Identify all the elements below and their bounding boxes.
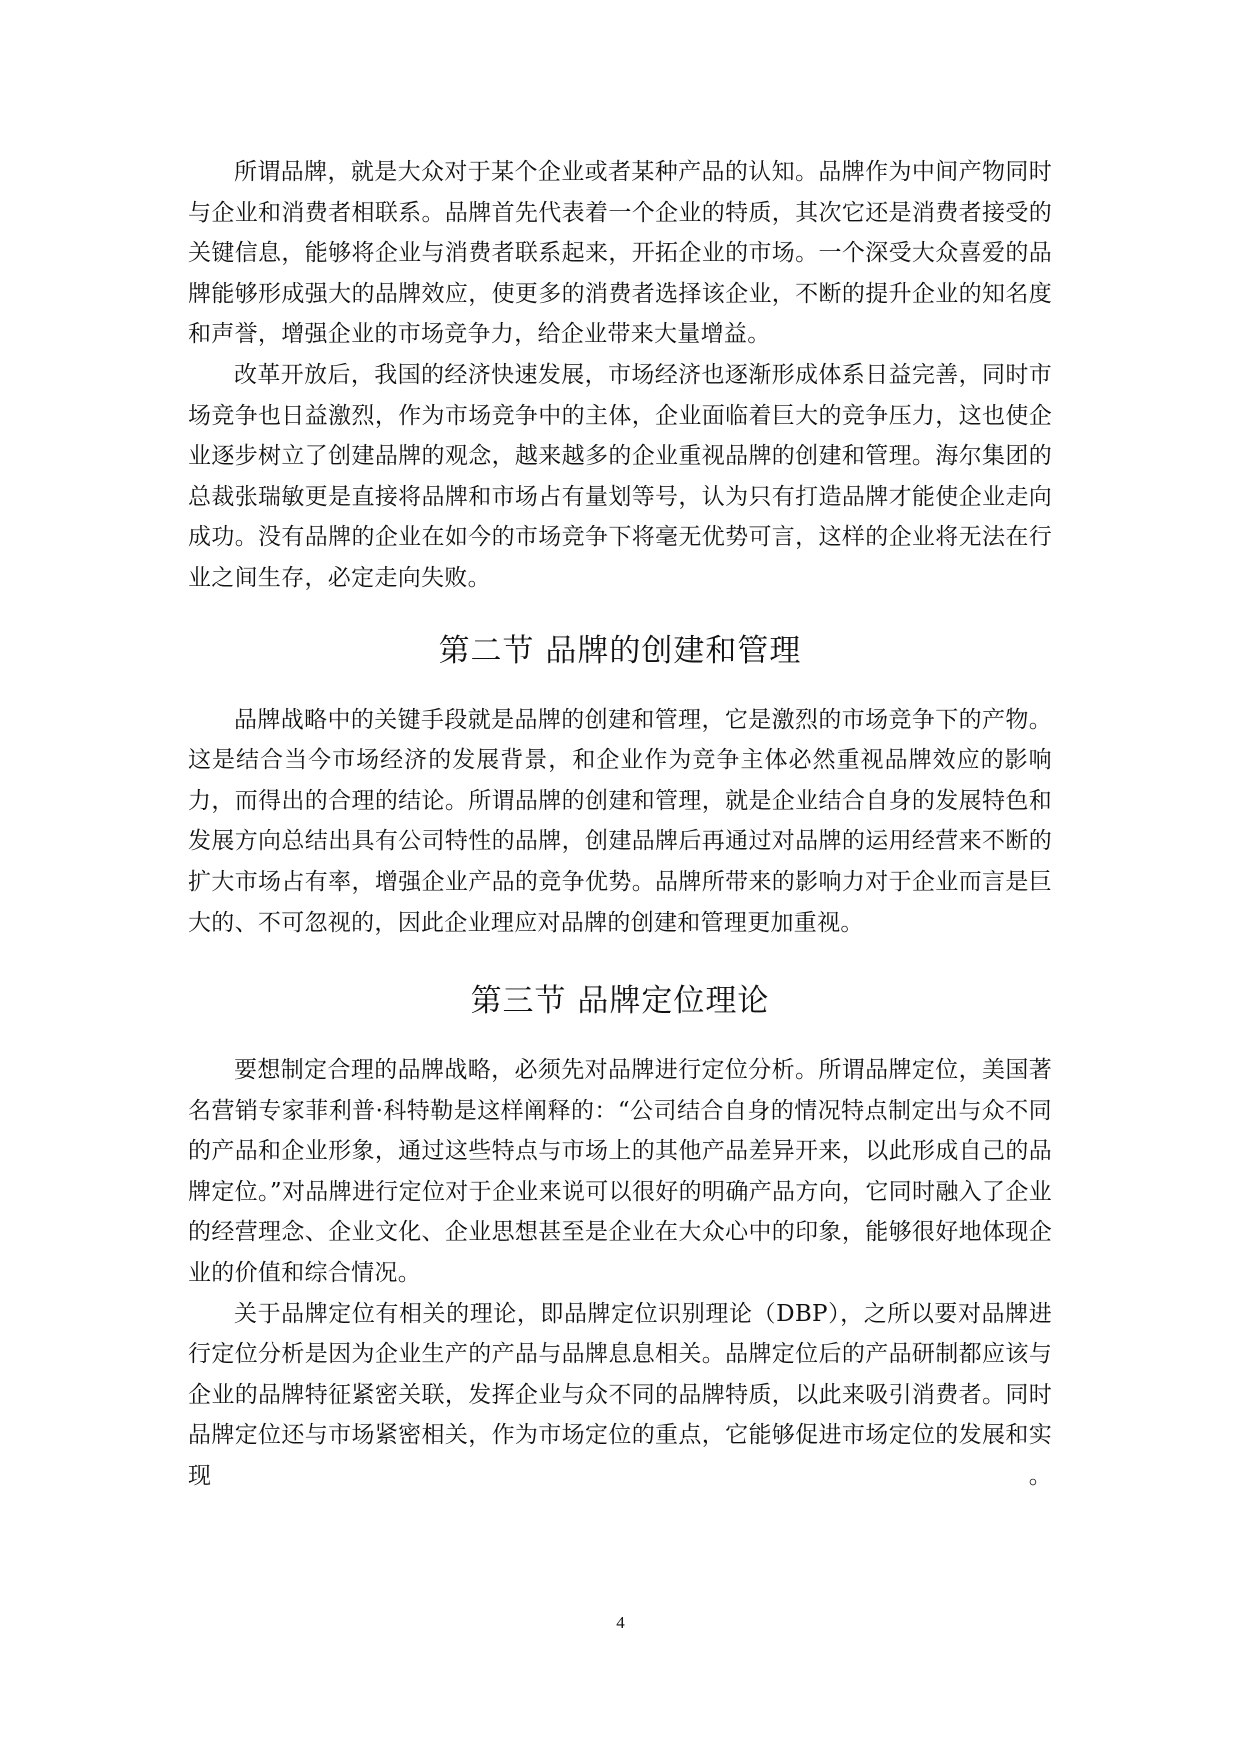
- paragraph-brand-creation: 品牌战略中的关键手段就是品牌的创建和管理，它是激烈的市场竞争下的产物。这是结合当今市场经济的发展背景，和企业作为竞争主体必然重视品牌效应的影响力，而得出的合理的结论。所谓品牌的创建和管理，就是企业结合自身的发展特色和发展方向总结出具有公司特性的品牌，创建品牌后再通过对品牌的运用经营来不断的扩大市场占有率，增强企业产品的竞争优势。品牌所带来的影响力对于企业而言是巨大的、不可忽视的，因此企业理应对品牌的创建和管理更加重视。: [188, 706, 1052, 936]
- paragraph-reform-opening: 改革开放后，我国的经济快速发展，市场经济也逐渐形成体系日益完善，同时市场竞争也日益激烈，作为市场竞争中的主体，企业面临着巨大的竞争压力，这也使企业逐步树立了创建品牌的观念，越来越多的企业重视品牌的创建和管理。海尔集团的总裁张瑞敏更是直接将品牌和市场占有量划等号，认为只有打造品牌才能使企业走向成功。没有品牌的企业在如今的市场竞争下将毫无优势可言，这样的企业将无法在行业之间生存，必定走向失败。: [188, 361, 1052, 591]
- page-number: 4: [616, 1613, 625, 1632]
- paragraph-brand-definition: 所谓品牌，就是大众对于某个企业或者某种产品的认知。品牌作为中间产物同时与企业和消费者相联系。品牌首先代表着一个企业的特质，其次它还是消费者接受的关键信息，能够将企业与消费者联系起来，开拓企业的市场。一个深受大众喜爱的品牌能够形成强大的品牌效应，使更多的消费者选择该企业，不断的提升企业的知名度和声誉，增强企业的市场竞争力，给企业带来大量增益。: [188, 159, 1052, 348]
- section-heading-brand-positioning: 第三节 品牌定位理论: [470, 983, 770, 1020]
- paragraph-brand-positioning-2: 关于品牌定位有相关的理论，即品牌定位识别理论（DBP），之所以要对品牌进行定位分析是因为企业生产的产品与品牌息息相关。品牌定位后的产品研制都应该与企业的品牌特征紧密关联，发挥企业与众不同的品牌特质，以此来吸引消费者。同时品牌定位还与市场紧密相关，作为市场定位的重点，它能够促进市场定位的发展和实现。: [188, 1300, 1052, 1490]
- paragraph-brand-positioning-1: 要想制定合理的品牌战略，必须先对品牌进行定位分析。所谓品牌定位，美国著名营销专家菲利普·科特勒是这样阐释的：“公司结合自身的情况特点制定出与众不同的产品和企业形象，通过这些特点与市场上的其他产品差异开来，以此形成自己的品牌定位。”对品牌进行定位对于企业来说可以很好的明确产品方向，它同时融入了企业的经营理念、企业文化、企业思想甚至是企业在大众心中的印象，能够很好地体现企业的价值和综合情况。: [188, 1057, 1052, 1287]
- section-heading-brand-creation: 第二节 品牌的创建和管理: [438, 632, 802, 669]
- page-body: [188, 152, 1052, 1497]
